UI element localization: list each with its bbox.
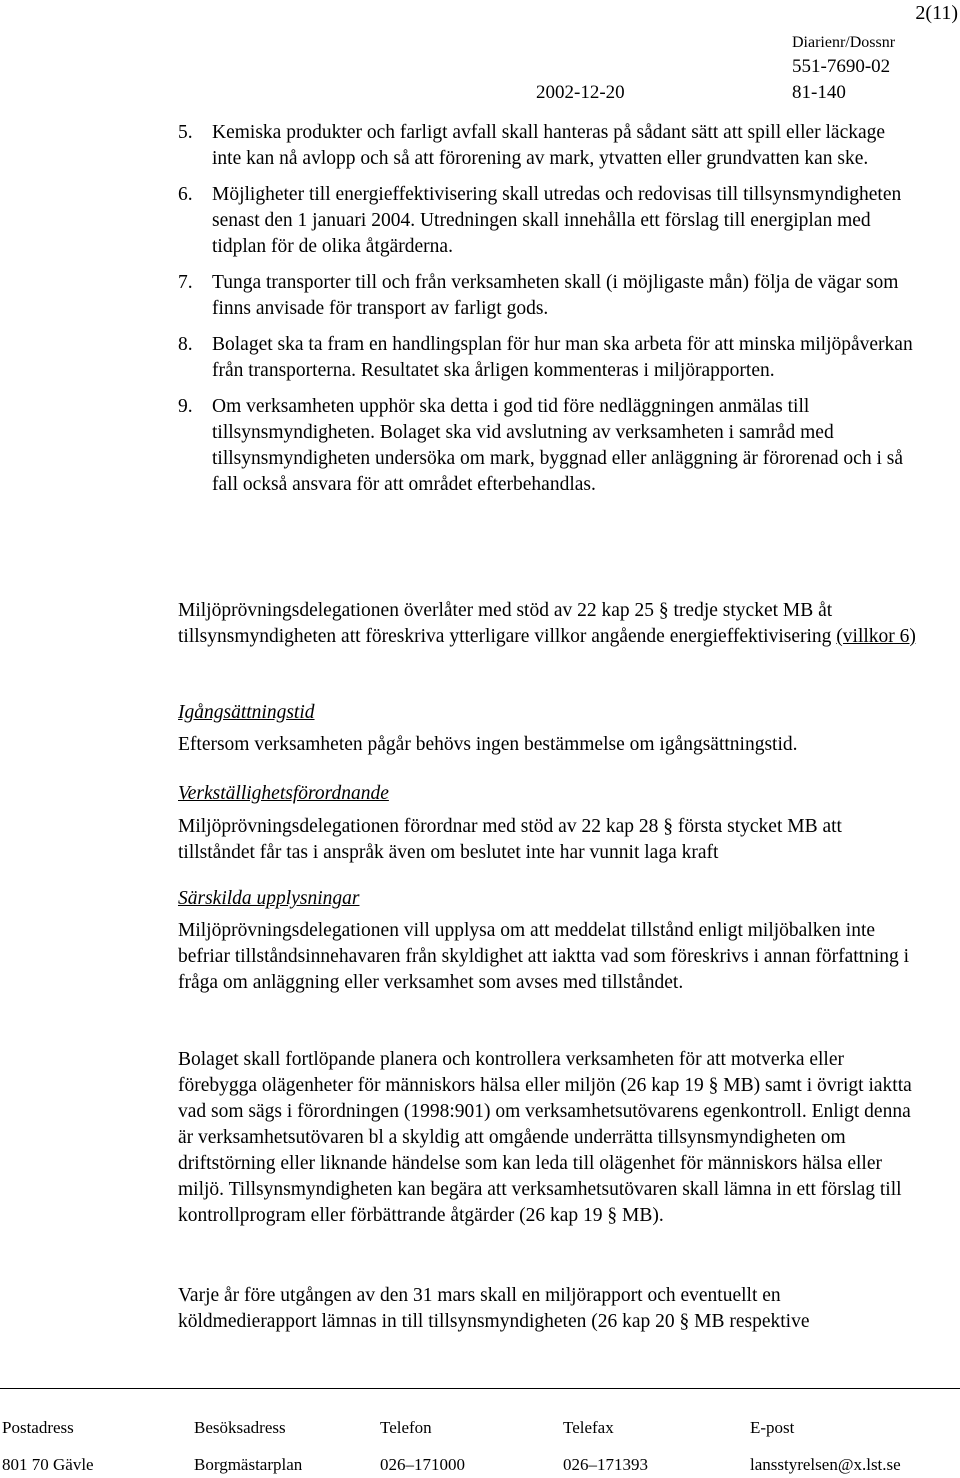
footer-label-telefax: Telefax — [563, 1418, 614, 1437]
condition-item — [178, 270, 918, 322]
condition-number: 8. — [178, 334, 193, 355]
delegation-text: Miljöprövningsdelegationen överlåter med stöd av 22 kap 25 § tredje stycket MB åt tillsynsmyndigheten att föreskriva ytterligare villkor angående energieffektivisering — [178, 600, 833, 647]
footer-value-postadress: 801 70 Gävle — [2, 1455, 94, 1474]
delegation-ref: (villkor 6) — [836, 626, 916, 647]
footer-value-telefon: 026–171000 — [380, 1455, 465, 1474]
document-date: 2002-12-20 — [536, 82, 625, 103]
footer-value-telefax: 026–171393 — [563, 1455, 648, 1474]
sarskilda-text: Miljöprövningsdelegationen vill upplysa om att meddelat tillstånd enligt miljöbalken inte befriar tillståndsinnehavaren från skyldighet att iaktta vad som föreskrivs i annan författning i fråga om anläggning eller verksamhet som avses med tillståndet. — [178, 920, 910, 993]
egenkontroll-paragraph: Bolaget skall fortlöpande planera och kontrollera verksamheten för att motverka eller förebygga olägenheter för människors hälsa eller miljön (26 kap 19 § MB) samt i övrigt iaktta vad som sägs i förordningen (1998:901) om verksamhetsutövarens egenkontroll. Enligt denna är verksamhetsutövaren bl a skyldig att omgående underrätta tillsynsmyndigheten om driftstörning eller liknande händelse som kan leda till olägenhet för människors hälsa eller miljö. Tillsynsmyndigheten kan begära att verksamhetsutövaren skall lämna in ett förslag till kontrollprogram eller förbättrande åtgärder (26 kap 19 § MB). — [178, 1049, 912, 1226]
delegation-paragraph — [178, 598, 923, 650]
diarie-number-1: 551-7690-02 — [792, 56, 891, 77]
conditions-list — [178, 120, 918, 508]
condition-number: 7. — [178, 272, 193, 293]
condition-number: 6. — [178, 184, 193, 205]
condition-text: Om verksamheten upphör ska detta i god tid före nedläggningen anmälas till tillsynsmyndigheten. Bolaget ska vid avslutning av verksamheten i samråd med tillsynsmyndigheten undersöka om mark, byggnad eller anläggning är förorenad och i så fall också ansvara för att området efterbehandlas. — [212, 396, 903, 495]
condition-item — [178, 120, 918, 172]
diarie-number-2: 81-140 — [792, 82, 846, 103]
section-heading-verkstallighet: Verkställighetsförordnande — [178, 783, 389, 804]
footer-label-telefon: Telefon — [380, 1418, 432, 1437]
condition-text: Bolaget ska ta fram en handlingsplan för hur man ska arbeta för att minska miljöpåverkan från transporterna. Resultatet ska årligen kommenteras i miljörapporten. — [212, 334, 913, 381]
condition-item — [178, 332, 918, 384]
condition-text: Möjligheter till energieffektivisering skall utredas och redovisas till tillsynsmyndigheten senast den 1 januari 2004. Utredningen skall innehålla ett förslag till energiplan med tidplan för de olika åtgärderna. — [212, 184, 902, 257]
footer-value-epost[interactable]: lansstyrelsen@x.lst.se — [750, 1455, 901, 1474]
condition-number: 5. — [178, 122, 193, 143]
footer-value-besoksadress: Borgmästarplan — [194, 1455, 303, 1474]
section-heading-sarskilda: Särskilda upplysningar — [178, 888, 360, 909]
condition-text: Tunga transporter till och från verksamheten skall (i möjligaste mån) följa de vägar som finns anvisade för transport av farligt gods. — [212, 272, 899, 319]
condition-number: 9. — [178, 396, 193, 417]
verkstallighet-text: Miljöprövningsdelegationen förordnar med stöd av 22 kap 28 § första stycket MB att tillståndet får tas i anspråk även om beslutet inte har vunnit laga kraft — [178, 816, 842, 863]
footer-label-postadress: Postadress — [2, 1418, 74, 1437]
section-heading-igangsattning: Igångsättningstid — [178, 702, 315, 723]
condition-item — [178, 394, 918, 498]
miljorapport-paragraph: Varje år före utgången av den 31 mars skall en miljörapport och eventuellt en köldmedierapport lämnas in till tillsynsmyndigheten (26 kap 20 § MB respektive — [178, 1285, 810, 1332]
igangsattning-text: Eftersom verksamheten pågår behövs ingen bestämmelse om igångsättningstid. — [178, 734, 798, 755]
footer-label-epost: E-post — [750, 1418, 795, 1437]
condition-text: Kemiska produkter och farligt avfall skall hanteras på sådant sätt att spill eller läckage inte kan nå avlopp och så att förorening av mark, ytvatten eller grundvatten kan ske. — [212, 122, 886, 169]
diarie-label: Diarienr/Dossnr — [792, 34, 896, 51]
footer-label-besoksadress: Besöksadress — [194, 1418, 286, 1437]
page-number: 2(11) — [915, 2, 958, 24]
condition-item — [178, 182, 918, 260]
footer-divider — [0, 1388, 960, 1389]
